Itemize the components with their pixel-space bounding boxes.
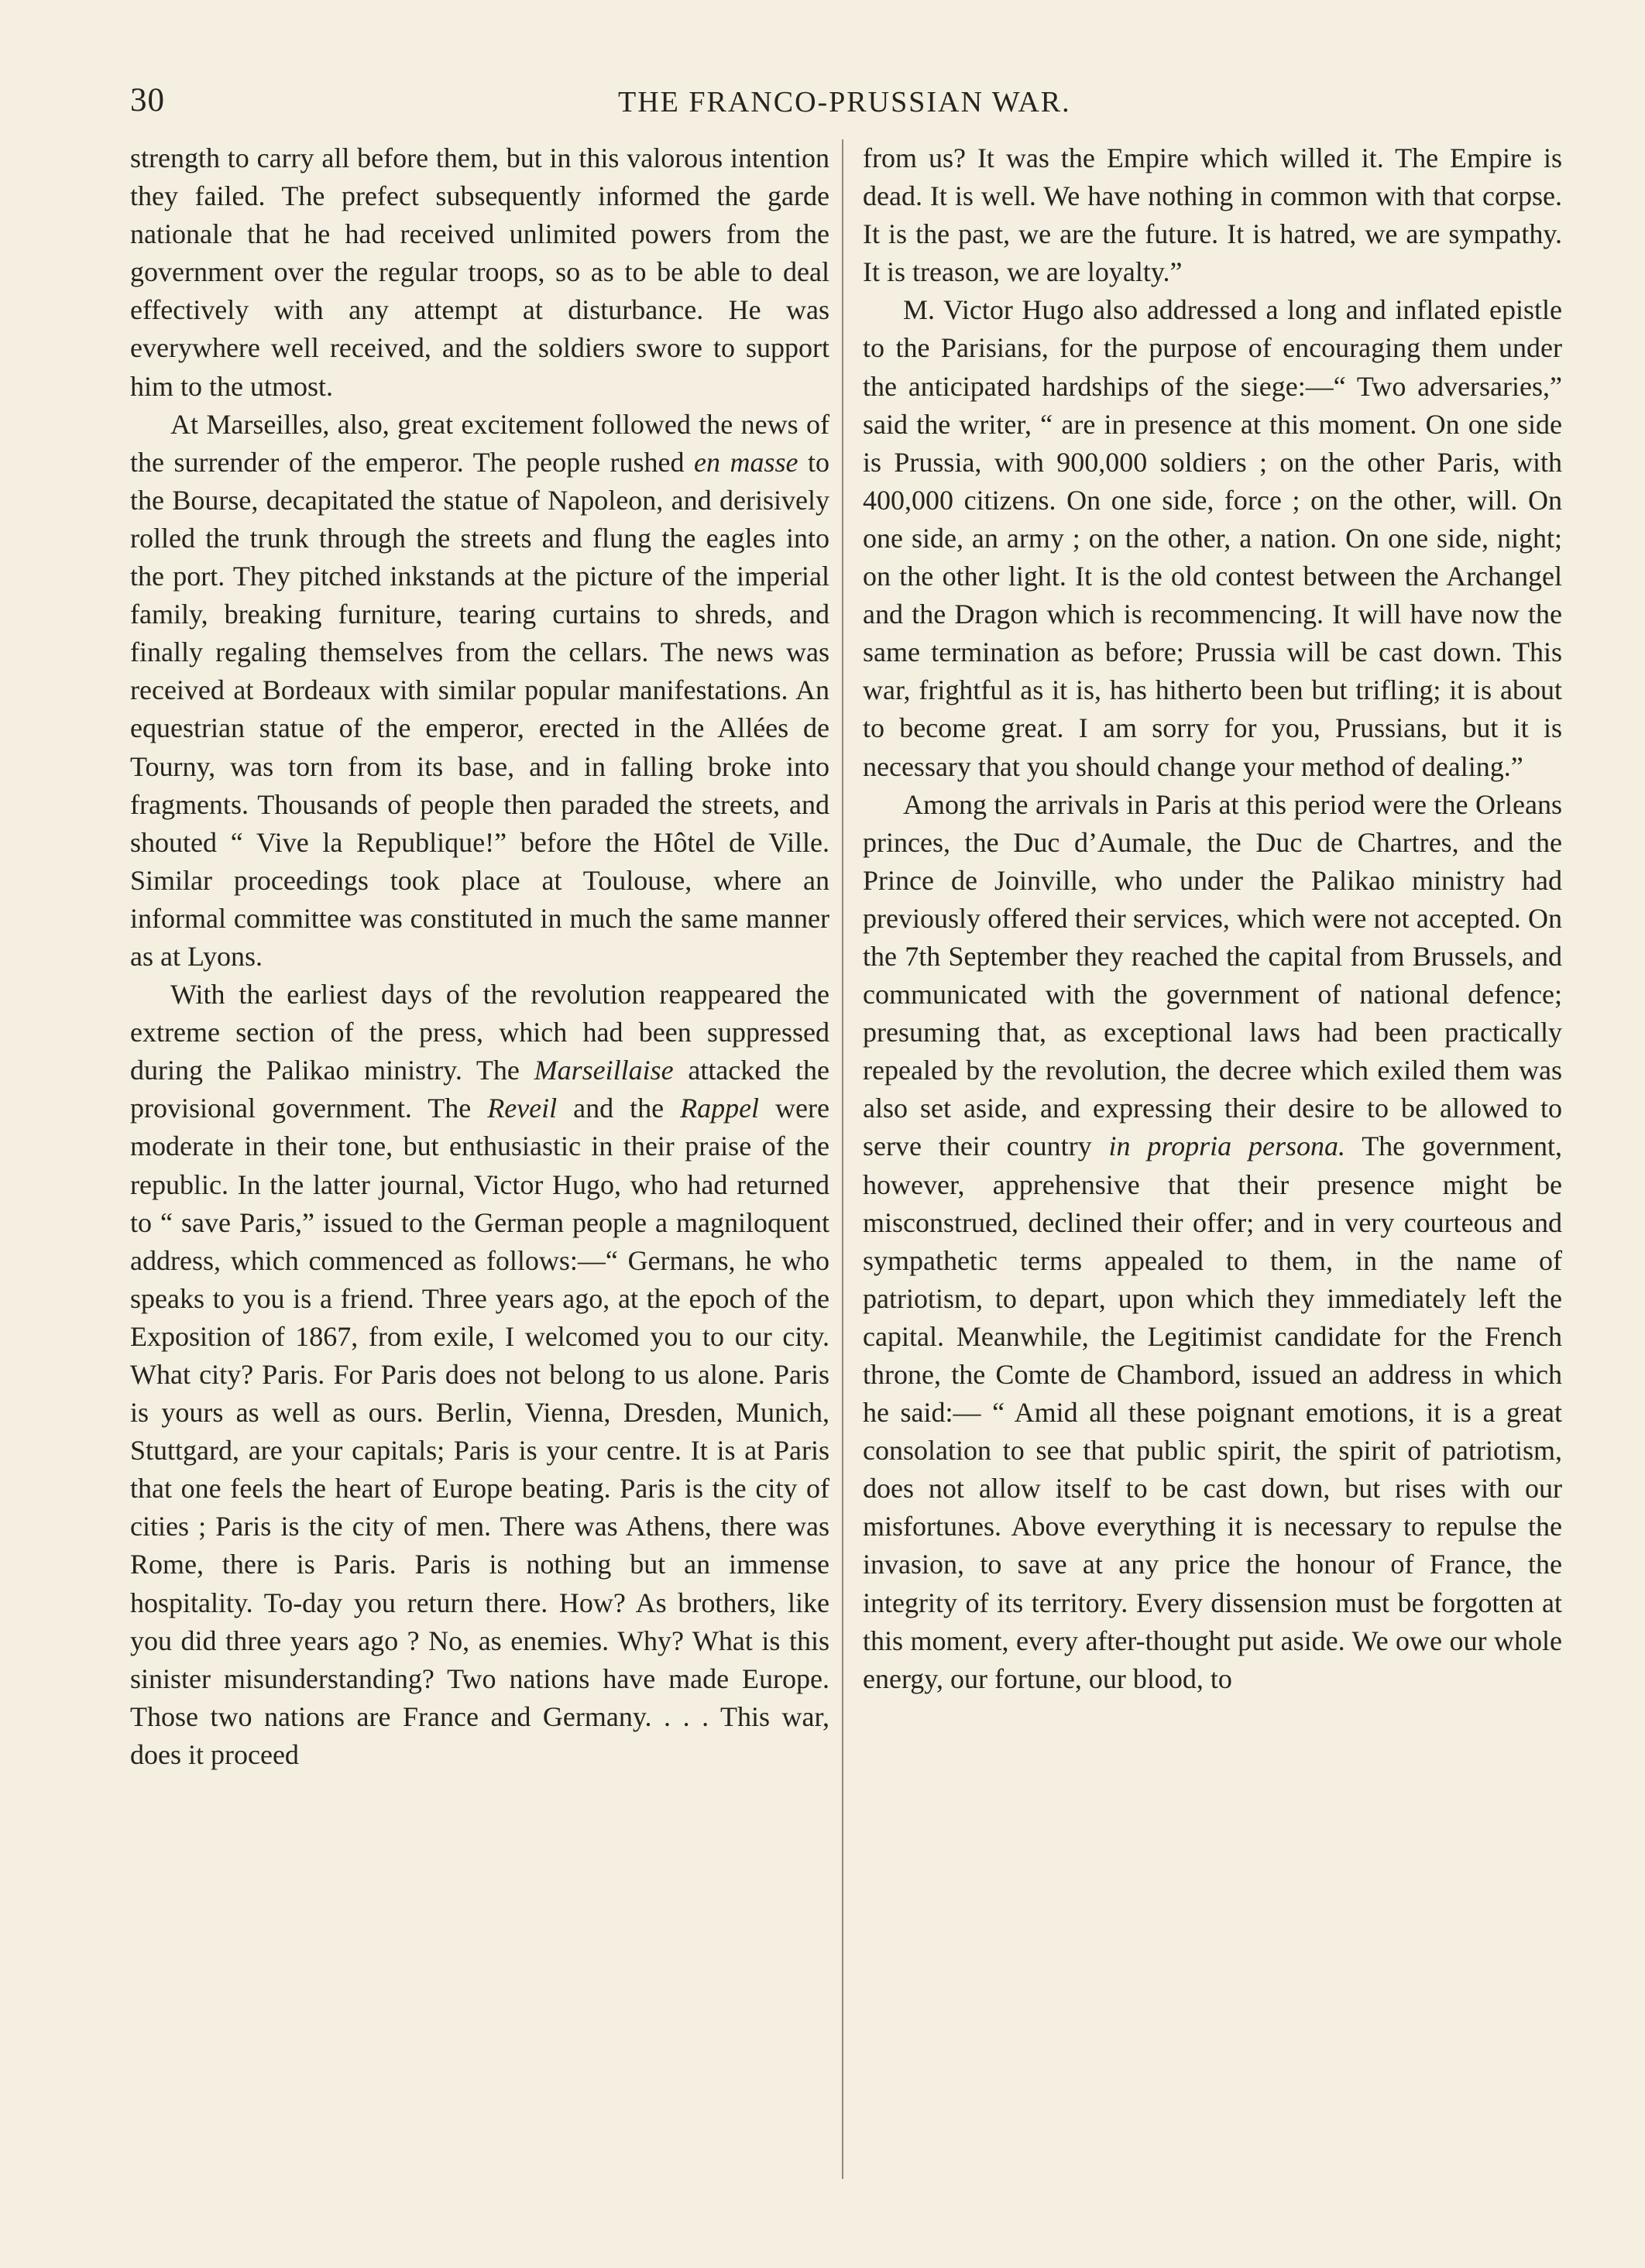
italic-term: en masse (694, 446, 798, 478)
paragraph: strength to carry all before them, but in this valorous intention they failed. The prefect subsequently informed the garde nationale that he had received unlimited powers from the government over the regular troops, so as to be able to deal effectively with any attempt at disturbance. He was everywhere well received, and the soldiers swore to support him to the utmost. (130, 142, 829, 402)
page-number: 30 (130, 82, 165, 118)
paragraph (863, 786, 1562, 1698)
paragraph (130, 406, 829, 976)
paragraph: from us? It was the Empire which willed it. The Empire is dead. It is well. We have nothing in common with that corpse. It is the past, we are the future. It is hatred, we are sympathy. It is treason, we are loyalty.” (863, 142, 1562, 288)
text-run: The government, however, apprehensive that their presence might be misconstrued, declined their offer; and in very courteous and sympathetic terms appealed to them, in the name of patriotism, to depart, upon which they immediately left the capital. Meanwhile, the Legitimist candidate for the French throne, the Comte de Chambord, issued an address in which he said:— “ Amid all these poignant emotions, it is a great consolation to see that public spirit, the spirit of patriotism, does not allow itself to be cast down, but rises with our misfortunes. Above everything it is necessary to repulse the invasion, to save at any price the honour of France, the integrity of its territory. Every dissension must be forgotten at this moment, every after-thought put aside. We owe our whole energy, our fortune, our blood, to (863, 1131, 1562, 1694)
paragraph (130, 976, 829, 1774)
text-run: Among the arrivals in Paris at this period were the Orleans princes, the Duc d’Aumale, the Duc de Chartres, and the Prince de Joinville, who under the Palikao ministry had previously offered their services, which were not accepted. On the 7th September they reached the capital from Brussels, and communicated with the government of national defence; presuming that, as exceptional laws had been practically repealed by the revolution, the decree which exiled them was also set aside, and expressing their desire to be allowed to serve their country (863, 788, 1562, 1162)
right-column (863, 139, 1562, 2191)
text-run: attacked the provisional government. The (130, 1055, 829, 1124)
italic-term: in propria persona. (1108, 1131, 1345, 1162)
text-run: to the Bourse, decapitated the statue of Napoleon, and derisively rolled the trunk through the streets and flung the eagles into the port. They pitched inkstands at the picture of the imperial family, breaking furniture, tearing curtains to shreds, and finally regaling themselves from the cellars. The news was received at Bordeaux with similar popular manifestations. An equestrian statue of the emperor, erected in the Allées de Tourny, was torn from its base, and in falling broke into fragments. Thousands of people then paraded the streets, and shouted “ Vive la Republique!” before the Hôtel de Ville. Similar proceedings took place at Toulouse, where an informal committee was constituted in much the same manner as at Lyons. (130, 446, 829, 972)
journal-title: Rappel (680, 1093, 760, 1124)
left-column (130, 139, 829, 2191)
journal-title: Marseillaise (534, 1055, 674, 1086)
text-run: were moderate in their tone, but enthusiastic in their praise of the republic. In the latter journal, Victor Hugo, who had returned to “ save Paris,” issued to the German people a magniloquent address, which commenced as follows:—“ Germans, he who speaks to you is a friend. Three years ago, at the epoch of the Exposition of 1867, from exile, I welcomed you to our city. What city? Paris. For Paris does not belong to us alone. Paris is yours as well as ours. Berlin, Vienna, Dresden, Munich, Stuttgard, are your capitals; Paris is your centre. It is at Paris that one feels the heart of Europe beating. Paris is the city of cities ; Paris is the city of men. There was Athens, there was Rome, there is Paris. Paris is nothing but an immense hospitality. To-day you return there. How? As brothers, like you did three years ago ? No, as enemies. Why? What is this sinister misunderstanding? Two nations have made Europe. Those two nations are France and Germany. . . . This war, does it proceed (130, 1093, 829, 1770)
journal-title: Reveil (487, 1093, 558, 1124)
text-run: and the (557, 1093, 681, 1124)
running-title: THE FRANCO-PRUSSIAN WAR. (618, 86, 1071, 118)
text-run: With the earliest days of the revolution reappeared the extreme section of the press, which had been suppressed during the Palikao ministry. The (130, 979, 829, 1086)
text-run: At Marseilles, also, great excitement followed the news of the surrender of the emperor. The people rushed (130, 408, 829, 478)
paragraph: M. Victor Hugo also addressed a long and inflated epistle to the Parisians, for the purpose of encouraging them under the anticipated hardships of the siege:—“ Two adversaries,” said the writer, “ are in presence at this moment. On one side is Prussia, with 900,000 soldiers ; on the other Paris, with 400,000 citizens. On one side, force ; on the other, will. On one side, an army ; on the other, a nation. On one side, night; on the other light. It is the old contest between the Archangel and the Dragon which is recommencing. It will have now the same termination as before; Prussia will be cast down. This war, frightful as it is, has hitherto been but trifling; it is about to become great. I am sorry for you, Prussians, but it is necessary that you should change your method of dealing.” (863, 294, 1562, 782)
column-divider (842, 139, 843, 2179)
